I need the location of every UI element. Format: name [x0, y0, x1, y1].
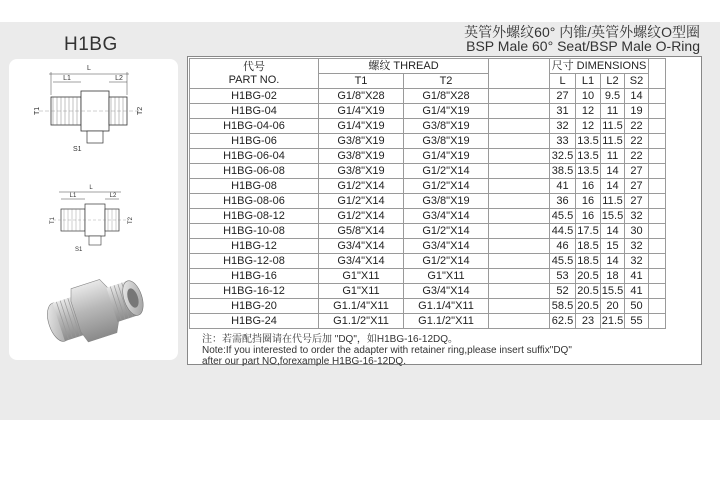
table-row [190, 134, 666, 149]
cell-part: H1BG-12 [190, 239, 319, 254]
cell-t2: G1/8"X28 [404, 89, 489, 104]
table-row [190, 149, 666, 164]
cell-t2: G1"X11 [404, 269, 489, 284]
cell-blank [649, 134, 666, 149]
cell-part: H1BG-08 [190, 179, 319, 194]
cell-s2: 14 [625, 89, 649, 104]
cell-l2: 11.5 [602, 120, 623, 132]
title-english: BSP Male 60° Seat/BSP Male O-Ring [466, 38, 700, 54]
cell-t1: G3/8"X19 [319, 164, 404, 179]
cell-t2: G3/8"X19 [404, 134, 489, 149]
table-row [190, 119, 666, 134]
spec-table-panel [187, 56, 702, 365]
table-row [190, 194, 666, 209]
spec-table [189, 58, 666, 329]
cell-t1: G1"X11 [319, 284, 404, 299]
cell-t2: G3/8"X19 [404, 119, 489, 134]
cell-blank [489, 299, 550, 314]
cell-t1: G3/4"X14 [319, 254, 404, 269]
cell-l1: 23 [576, 314, 601, 329]
cell-blank [649, 209, 666, 224]
cell-t1: G1/8"X28 [319, 89, 404, 104]
cell-s2: 50 [625, 299, 649, 314]
cell-part: H1BG-16 [190, 269, 319, 284]
header-l1: L1 [576, 74, 601, 89]
cell-t2: G1.1/2"X11 [404, 314, 489, 329]
cell-t2: G3/4"X14 [404, 284, 489, 299]
cell-s2: 22 [625, 119, 649, 134]
cell-l: 38.5 [550, 164, 576, 179]
header-s2: S2 [625, 74, 649, 89]
cell-s2: 27 [625, 179, 649, 194]
cell-blank [489, 149, 550, 164]
table-row [190, 179, 666, 194]
cell-s2: 41 [625, 284, 649, 299]
cell-part: H1BG-16-12 [190, 284, 319, 299]
cell-t1: G1/4"X19 [319, 119, 404, 134]
cell-part: H1BG-12-08 [190, 254, 319, 269]
cell-l1: 10 [576, 89, 601, 104]
cell-l2: 15 [601, 239, 625, 254]
cell-s2: 32 [625, 254, 649, 269]
dim-label-l2-small: L2 [109, 193, 117, 199]
cell-part: H1BG-08-12 [190, 209, 319, 224]
cell-part: H1BG-20 [190, 299, 319, 314]
cell-s2: 55 [625, 314, 649, 329]
table-row [190, 164, 666, 179]
cell-blank [489, 179, 550, 194]
cell-blank [489, 194, 550, 209]
cell-blank [489, 104, 550, 119]
dim-label-l2: L2 [115, 75, 123, 82]
cell-t2: G1/2"X14 [404, 179, 489, 194]
header-spacer [489, 59, 550, 89]
header-t2: T2 [404, 74, 489, 89]
note-line-en-2: after our part NO,forexample H1BG-16-12DQ. [202, 356, 406, 367]
cell-t2: G1/2"X14 [404, 224, 489, 239]
dim-label-l-small: L [89, 185, 93, 191]
cell-blank [489, 254, 550, 269]
table-row [190, 209, 666, 224]
cell-blank [649, 164, 666, 179]
cell-l2: 14 [601, 164, 625, 179]
cell-l: 52 [550, 284, 576, 299]
header-t1: T1 [319, 74, 404, 89]
dim-label-t1-small: T1 [50, 216, 56, 224]
note-line-cn: 注：若需配挡圈请在代号后加 "DQ"，如H1BG-16-12DQ。 [202, 334, 459, 345]
cell-l: 45.5 [550, 254, 576, 269]
cell-t2: G1/2"X14 [404, 164, 489, 179]
cell-blank [489, 314, 550, 329]
cell-part: H1BG-06-08 [190, 164, 319, 179]
cell-t1: G1/2"X14 [319, 194, 404, 209]
cell-part: H1BG-08-06 [190, 194, 319, 209]
cell-l2: 9.5 [601, 89, 625, 104]
cell-blank [489, 164, 550, 179]
cell-part: H1BG-04-06 [190, 119, 319, 134]
cell-l1: 12 [576, 119, 601, 134]
cell-s2: 27 [625, 164, 649, 179]
cell-blank [489, 284, 550, 299]
cell-l1: 16 [576, 179, 601, 194]
cell-blank [649, 239, 666, 254]
spec-table-body [190, 89, 666, 329]
table-row [190, 89, 666, 104]
cell-l: 46 [550, 239, 576, 254]
dim-label-t2: T2 [137, 106, 144, 115]
cell-l: 33 [550, 134, 576, 149]
cell-blank [649, 194, 666, 209]
cell-l: 27 [550, 89, 576, 104]
cell-blank [649, 314, 666, 329]
cell-blank [489, 209, 550, 224]
cell-blank [649, 284, 666, 299]
cell-l1: 16 [576, 209, 601, 224]
table-row [190, 314, 666, 329]
cell-s2: 22 [625, 134, 649, 149]
cell-l1: 13.5 [577, 165, 599, 177]
cell-l: 36 [550, 194, 576, 209]
cell-l: 62.5 [550, 314, 576, 329]
cell-s2: 27 [625, 194, 649, 209]
cell-blank [649, 119, 666, 134]
note-line-en-1: Note:If you interested to order the adapter with retainer ring,please insert suffix"DQ" [202, 345, 572, 356]
cell-t2: G3/8"X19 [404, 194, 489, 209]
cell-l: 45.5 [550, 209, 576, 224]
cell-l2: 21.5 [601, 315, 624, 327]
cell-s2: 30 [625, 224, 649, 239]
cell-l1: 20.5 [577, 300, 599, 312]
dim-label-s1-small: S1 [75, 247, 83, 253]
cell-l2: 11 [601, 149, 625, 164]
cell-part: H1BG-02 [190, 89, 319, 104]
dim-label-l1: L1 [63, 75, 71, 82]
cell-l2: 14 [601, 179, 625, 194]
cell-blank [649, 89, 666, 104]
cell-l1: 16 [576, 194, 601, 209]
cell-l1: 20.5 [577, 285, 599, 297]
cell-s2: 41 [625, 269, 649, 284]
cell-l2: 20 [601, 299, 625, 314]
cell-blank [649, 104, 666, 119]
cell-l2: 14 [601, 254, 625, 269]
cell-t2: G1/4"X19 [404, 104, 489, 119]
cell-l1: 18.5 [577, 255, 599, 267]
cell-t2: G1/2"X14 [404, 254, 489, 269]
cell-l1: 13.5 [577, 135, 599, 147]
cell-l1: 20.5 [577, 270, 599, 282]
cell-blank [489, 269, 550, 284]
cell-t1: G1/2"X14 [319, 209, 404, 224]
cell-t1: G3/8"X19 [319, 134, 404, 149]
cell-s2: 32 [625, 239, 649, 254]
header-dimensions: 尺寸 DIMENSIONS [550, 59, 649, 74]
cell-t2: G3/4"X14 [404, 209, 489, 224]
cell-l: 31 [550, 104, 576, 119]
cell-l: 44.5 [550, 224, 576, 239]
dim-label-s1: S1 [73, 146, 82, 153]
cell-l2: 11.5 [602, 135, 623, 147]
cell-blank [649, 269, 666, 284]
cell-l1: 17.5 [577, 225, 599, 237]
cell-t2: G1.1/4"X11 [404, 299, 489, 314]
header-thread: 螺纹 THREAD [319, 59, 489, 74]
table-row [190, 224, 666, 239]
table-row [190, 284, 666, 299]
header-part-cn: 代号 [243, 60, 265, 73]
table-row [190, 299, 666, 314]
dim-label-t2-small: T2 [128, 216, 134, 224]
cell-blank [649, 224, 666, 239]
cell-t1: G1.1/4"X11 [319, 299, 404, 314]
header-l: L [550, 74, 576, 89]
cell-blank [489, 239, 550, 254]
header-end [649, 59, 666, 89]
cell-l: 32.5 [550, 149, 576, 164]
cell-l2: 14 [601, 224, 625, 239]
cell-t1: G1.1/2"X11 [319, 314, 404, 329]
dim-label-l1-small: L1 [69, 193, 77, 199]
dim-label-t1: T1 [34, 106, 41, 115]
cell-s2: 22 [625, 149, 649, 164]
cell-t2: G3/4"X14 [404, 239, 489, 254]
cell-t1: G1/4"X19 [319, 104, 404, 119]
cell-t2: G1/4"X19 [404, 149, 489, 164]
title-chinese: 英管外螺纹60° 内锥/英管外螺纹O型圈 [464, 24, 700, 40]
cell-l1: 18.5 [577, 240, 599, 252]
cell-blank [489, 224, 550, 239]
dim-label-l: L [87, 65, 91, 72]
cell-l2: 15.5 [601, 285, 624, 297]
cell-t1: G5/8"X14 [319, 224, 404, 239]
cell-l: 58.5 [550, 299, 576, 314]
cell-t1: G1"X11 [319, 269, 404, 284]
cell-l2: 11.5 [602, 195, 623, 207]
cell-blank [489, 119, 550, 134]
cell-blank [649, 254, 666, 269]
cell-blank [649, 179, 666, 194]
drawings-panel [9, 59, 178, 360]
header-part-en: PART NO. [228, 73, 280, 86]
cell-part: H1BG-24 [190, 314, 319, 329]
cell-blank [489, 134, 550, 149]
cell-s2: 32 [625, 209, 649, 224]
cell-l: 41 [550, 179, 576, 194]
cell-l2: 11 [601, 104, 625, 119]
cell-blank [649, 299, 666, 314]
header-part-no [190, 59, 319, 89]
cell-l: 32 [550, 119, 576, 134]
table-row [190, 239, 666, 254]
cell-t1: G1/2"X14 [319, 179, 404, 194]
header-l2: L2 [601, 74, 625, 89]
cell-l1: 12 [576, 104, 601, 119]
table-row [190, 254, 666, 269]
cell-s2: 19 [625, 104, 649, 119]
product-code: H1BG [64, 34, 118, 55]
table-row [190, 104, 666, 119]
cell-part: H1BG-06 [190, 134, 319, 149]
cell-blank [649, 149, 666, 164]
cell-l2: 15.5 [601, 210, 624, 222]
cell-part: H1BG-10-08 [190, 224, 319, 239]
cell-l2: 18 [601, 269, 625, 284]
order-note [202, 334, 572, 367]
product-render [9, 59, 178, 360]
cell-t1: G3/8"X19 [319, 149, 404, 164]
cell-t1: G3/4"X14 [319, 239, 404, 254]
cell-blank [489, 89, 550, 104]
cell-part: H1BG-04 [190, 104, 319, 119]
cell-part: H1BG-06-04 [190, 149, 319, 164]
cell-l1: 13.5 [577, 150, 599, 162]
cell-l: 53 [550, 269, 576, 284]
table-row [190, 269, 666, 284]
